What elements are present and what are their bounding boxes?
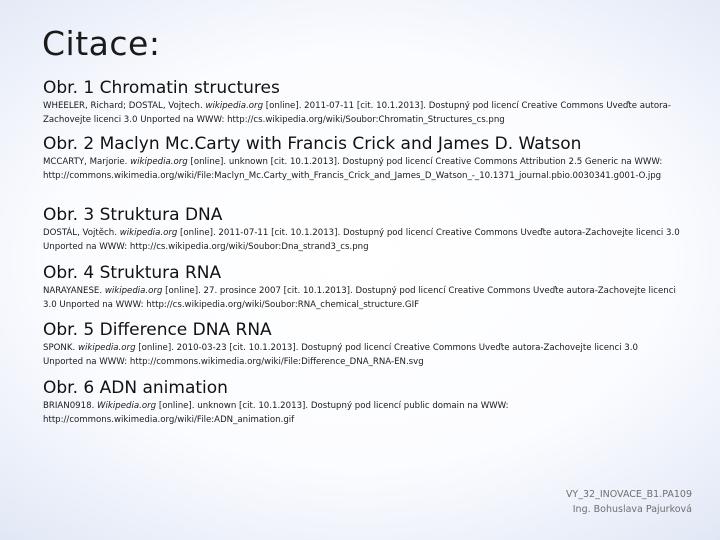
citation-details: [online]. 2010-03-23 [cit. 10.1.2013]. Dostupný pod licencí Creative Commons Uveďte autora-Zachovejte licenci 3.0 Unported na WWW: http://commons.wikimedia.org/wiki/File:Difference_DNA_RNA-EN.svg (43, 343, 638, 367)
citation-text (43, 100, 680, 127)
citation-entry (43, 320, 680, 369)
citation-author: SPONK. (43, 343, 76, 353)
citation-site: Wikipedia.org (97, 401, 157, 411)
citation-entry (43, 134, 680, 183)
citation-heading: Obr. 5 Difference DNA RNA (43, 320, 272, 340)
citation-heading: Obr. 4 Struktura RNA (43, 263, 222, 283)
slide-footer (566, 487, 692, 517)
citation-site: wikipedia.org (104, 286, 163, 296)
citation-entry (43, 78, 680, 127)
citation-author: BRIAN0918. (43, 401, 95, 411)
citation-author: NARAYANESE. (43, 286, 103, 296)
citation-author: MCCARTY, Marjorie. (43, 157, 128, 167)
citation-heading: Obr. 3 Struktura DNA (43, 205, 223, 225)
citation-text (43, 227, 680, 254)
citation-details: [online]. unknown [cit. 10.1.2013]. Dostupný pod licencí public domain na WWW: http://commons.wikimedia.org/wiki/File:ADN_animation.gif (43, 401, 509, 425)
citation-text (43, 285, 680, 312)
citation-heading: Obr. 2 Maclyn Mc.Carty with Francis Crick and James D. Watson (43, 134, 582, 154)
citation-site: wikipedia.org (205, 101, 264, 111)
citation-site: wikipedia.org (130, 157, 188, 167)
citation-entry (43, 205, 680, 254)
citation-author: WHEELER, Richard; DOSTAL, Vojtech. (43, 101, 203, 111)
footer-code: VY_32_INOVACE_B1.PA109 (565, 489, 692, 500)
citation-text (43, 156, 680, 183)
citation-details: [online]. unknown [cit. 10.1.2013]. Dostupný pod licencí Creative Commons Attribution 2.5 Generic na WWW: http://commons.wikimedia.org/wiki/File:Maclyn_Mc.Carty_with_Francis_Crick_and_James_D_Watson_-_10.1371_journal.pbio.0030341.g001-O.jpg (43, 157, 663, 181)
citation-author: DOSTÁL, Vojtěch. (43, 228, 117, 238)
citation-entry (43, 263, 680, 312)
citation-details: [online]. 2011-07-11 [cit. 10.1.2013]. Dostupný pod licencí Creative Commons Uveďte autora-Zachovejte licenci 3.0 Unported na WWW: http://cs.wikipedia.org/wiki/Soubor:Dna_strand3_cs.png (43, 228, 680, 252)
citation-heading: Obr. 6 ADN animation (43, 378, 228, 398)
citation-site: wikipedia.org (77, 343, 136, 353)
citation-details: [online]. 27. prosince 2007 [cit. 10.1.2013]. Dostupný pod licencí Creative Commons Uveďte autora-Zachovejte licenci 3.0 Unported na WWW: http://cs.wikipedia.org/wiki/Soubor:RNA_chemical_structure.GIF (43, 286, 676, 310)
slide-title: Citace: (42, 24, 161, 63)
citation-entry (43, 378, 680, 427)
citation-heading: Obr. 1 Chromatin structures (43, 78, 280, 98)
citation-text (43, 342, 680, 369)
citation-site: wikipedia.org (119, 228, 178, 238)
citation-text (43, 400, 680, 427)
citation-details: [online]. 2011-07-11 [cit. 10.1.2013]. Dostupný pod licencí Creative Commons Uveďte autora-Zachovejte licenci 3.0 Unported na WWW: http://cs.wikipedia.org/wiki/Soubor:Chromatin_Structures_cs.png (43, 101, 671, 125)
footer-author: Ing. Bohuslava Pajurková (572, 504, 692, 515)
